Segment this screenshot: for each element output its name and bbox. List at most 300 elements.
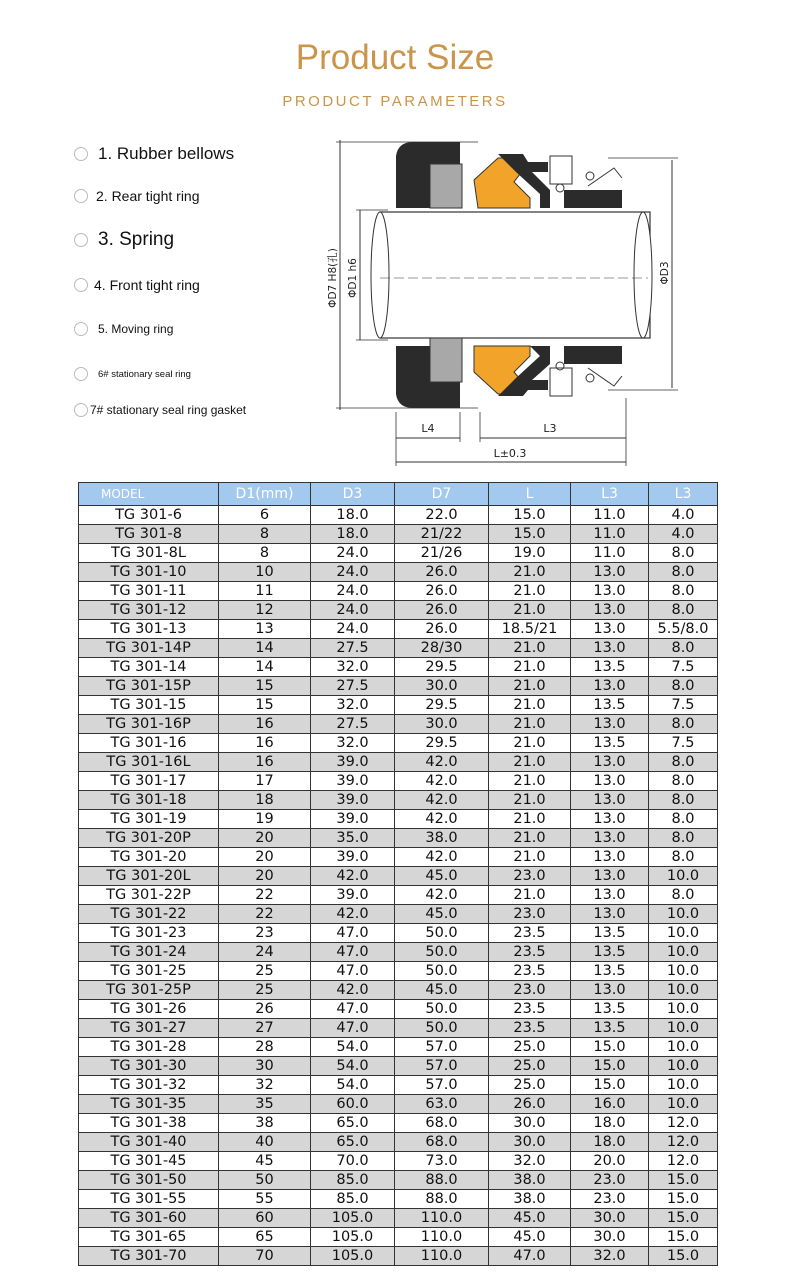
spring-coil-icon (586, 172, 594, 180)
d7-label: ΦD7 H8(孔) (327, 248, 339, 308)
table-cell: 13.0 (571, 677, 649, 696)
table-cell: 21.0 (489, 715, 571, 734)
table-row (79, 1000, 718, 1019)
part-item-stationary-seal-ring-gasket[interactable] (74, 403, 246, 417)
table-cell: 13.5 (571, 924, 649, 943)
table-cell: 21.0 (489, 601, 571, 620)
table-cell: 45.0 (489, 1209, 571, 1228)
table-cell: 21.0 (489, 886, 571, 905)
table-cell: 15.0 (649, 1190, 718, 1209)
table-cell: 8 (219, 525, 311, 544)
table-row (79, 734, 718, 753)
table-cell: 21/22 (395, 525, 489, 544)
table-cell: 47.0 (311, 943, 395, 962)
table-cell: 23.5 (489, 924, 571, 943)
table-cell: 24 (219, 943, 311, 962)
table-cell: 30.0 (489, 1114, 571, 1133)
table-cell: TG 301-8L (79, 544, 219, 563)
table-cell: TG 301-40 (79, 1133, 219, 1152)
table-cell: 15.0 (571, 1057, 649, 1076)
table-cell: 18 (219, 791, 311, 810)
rear-tight-ring-top (550, 156, 572, 184)
table-cell: 38 (219, 1114, 311, 1133)
table-cell: 35.0 (311, 829, 395, 848)
part-label: 5. Moving ring (98, 322, 174, 336)
table-cell: TG 301-32 (79, 1076, 219, 1095)
table-cell: 38.0 (489, 1171, 571, 1190)
table-row (79, 658, 718, 677)
table-cell: 47.0 (311, 1000, 395, 1019)
table-cell: TG 301-13 (79, 620, 219, 639)
table-cell: 39.0 (311, 753, 395, 772)
table-cell: 15.0 (649, 1209, 718, 1228)
table-cell: 21.0 (489, 582, 571, 601)
table-cell: 30.0 (571, 1228, 649, 1247)
table-cell: 23.5 (489, 943, 571, 962)
part-item-rubber-bellows[interactable] (74, 144, 234, 164)
page-subtitle: PRODUCT PARAMETERS (282, 93, 508, 110)
table-cell: 10.0 (649, 1076, 718, 1095)
table-header-row (79, 483, 718, 506)
table-cell: 24.0 (311, 544, 395, 563)
table-cell: 26.0 (395, 601, 489, 620)
part-item-stationary-seal-ring[interactable] (74, 367, 191, 381)
table-cell: 10.0 (649, 867, 718, 886)
table-cell: TG 301-14P (79, 639, 219, 658)
table-cell: TG 301-27 (79, 1019, 219, 1038)
table-cell: 15.0 (571, 1076, 649, 1095)
table-cell: 57.0 (395, 1057, 489, 1076)
table-cell: 47.0 (489, 1247, 571, 1266)
table-cell: 27.5 (311, 715, 395, 734)
table-cell: 7.5 (649, 696, 718, 715)
table-cell: 30 (219, 1057, 311, 1076)
spring-coil-icon (556, 362, 564, 370)
table-row (79, 506, 718, 525)
table-cell: 105.0 (311, 1228, 395, 1247)
table-cell: 15.0 (649, 1171, 718, 1190)
table-cell: TG 301-70 (79, 1247, 219, 1266)
radio-icon[interactable] (74, 322, 88, 336)
table-body (79, 506, 718, 1266)
table-cell: 10.0 (649, 905, 718, 924)
table-row (79, 810, 718, 829)
radio-icon[interactable] (74, 147, 88, 161)
table-cell: 25.0 (489, 1038, 571, 1057)
table-cell: 8.0 (649, 848, 718, 867)
table-cell: 13.0 (571, 772, 649, 791)
table-cell: TG 301-25P (79, 981, 219, 1000)
d3-label: ΦD3 (659, 261, 671, 285)
table-cell: 8.0 (649, 829, 718, 848)
table-row (79, 791, 718, 810)
table-cell: 65.0 (311, 1133, 395, 1152)
part-label: 4. Front tight ring (94, 277, 200, 293)
table-cell: 54.0 (311, 1057, 395, 1076)
part-label: 2. Rear tight ring (96, 188, 200, 204)
table-cell: TG 301-55 (79, 1190, 219, 1209)
table-cell: TG 301-11 (79, 582, 219, 601)
column-header: D7 (395, 483, 489, 506)
table-cell: TG 301-20 (79, 848, 219, 867)
table-cell: 39.0 (311, 848, 395, 867)
table-cell: 21.0 (489, 734, 571, 753)
table-row (79, 924, 718, 943)
table-cell: TG 301-22P (79, 886, 219, 905)
table-cell: 47.0 (311, 1019, 395, 1038)
table-cell: 42.0 (395, 753, 489, 772)
table-cell: 70.0 (311, 1152, 395, 1171)
table-cell: 21.0 (489, 563, 571, 582)
table-cell: 88.0 (395, 1190, 489, 1209)
page-title: Product Size (295, 38, 495, 77)
table-cell: 38.0 (489, 1190, 571, 1209)
table-cell: 8.0 (649, 810, 718, 829)
table-cell: 13.0 (571, 563, 649, 582)
table-cell: 42.0 (395, 848, 489, 867)
part-item-spring[interactable] (74, 229, 174, 251)
table-cell: 14 (219, 658, 311, 677)
table-cell: 29.5 (395, 696, 489, 715)
table-cell: 13.0 (571, 582, 649, 601)
table-cell: 8.0 (649, 715, 718, 734)
radio-icon[interactable] (74, 367, 88, 381)
table-cell: 22.0 (395, 506, 489, 525)
table-cell: TG 301-16 (79, 734, 219, 753)
table-row (79, 696, 718, 715)
table-cell: 13.0 (571, 810, 649, 829)
table-cell: TG 301-8 (79, 525, 219, 544)
part-item-rear-tight-ring[interactable] (74, 188, 200, 204)
table-cell: 4.0 (649, 525, 718, 544)
table-cell: 25 (219, 962, 311, 981)
table-cell: 6 (219, 506, 311, 525)
table-cell: 8.0 (649, 677, 718, 696)
table-cell: TG 301-25 (79, 962, 219, 981)
table-cell: TG 301-30 (79, 1057, 219, 1076)
table-cell: 85.0 (311, 1190, 395, 1209)
table-cell: TG 301-28 (79, 1038, 219, 1057)
table-cell: 38.0 (395, 829, 489, 848)
table-cell: 88.0 (395, 1171, 489, 1190)
table-cell: 42.0 (311, 981, 395, 1000)
table-cell: 15.0 (489, 525, 571, 544)
part-label: 3. Spring (98, 229, 175, 250)
table-cell: 21.0 (489, 753, 571, 772)
radio-icon[interactable] (74, 403, 88, 417)
table-cell: 13.5 (571, 734, 649, 753)
table-cell: 29.5 (395, 658, 489, 677)
table-cell: 47.0 (311, 924, 395, 943)
table-cell: 13.0 (571, 753, 649, 772)
table-row (79, 867, 718, 886)
table-cell: 13.0 (571, 601, 649, 620)
table-cell: TG 301-65 (79, 1228, 219, 1247)
table-row (79, 886, 718, 905)
radio-icon[interactable] (74, 278, 88, 292)
table-cell: TG 301-50 (79, 1171, 219, 1190)
table-cell: 85.0 (311, 1171, 395, 1190)
table-cell: 23.0 (571, 1190, 649, 1209)
table-cell: 16.0 (571, 1095, 649, 1114)
table-row (79, 544, 718, 563)
table-row (79, 1076, 718, 1095)
table-cell: 60.0 (311, 1095, 395, 1114)
table-cell: 18.0 (311, 506, 395, 525)
table-cell: 25.0 (489, 1076, 571, 1095)
table-cell: 45 (219, 1152, 311, 1171)
table-cell: 63.0 (395, 1095, 489, 1114)
table-cell: 21.0 (489, 848, 571, 867)
table-cell: 10.0 (649, 924, 718, 943)
table-cell: 13.0 (571, 867, 649, 886)
column-header: L3 (649, 483, 718, 506)
table-cell: 16 (219, 715, 311, 734)
table-cell: 20 (219, 829, 311, 848)
table-cell: 42.0 (395, 810, 489, 829)
table-cell: TG 301-60 (79, 1209, 219, 1228)
column-header: D3 (311, 483, 395, 506)
table-row (79, 943, 718, 962)
table-cell: 23 (219, 924, 311, 943)
table-cell: 13.0 (571, 639, 649, 658)
table-cell: 39.0 (311, 791, 395, 810)
table-cell: TG 301-16L (79, 753, 219, 772)
table-cell: 13 (219, 620, 311, 639)
table-cell: TG 301-24 (79, 943, 219, 962)
table-cell: 7.5 (649, 734, 718, 753)
radio-icon[interactable] (74, 233, 88, 247)
table-cell: 32.0 (311, 658, 395, 677)
table-cell: 57.0 (395, 1038, 489, 1057)
table-cell: 16 (219, 753, 311, 772)
table-cell: 23.5 (489, 1019, 571, 1038)
table-cell: TG 301-6 (79, 506, 219, 525)
table-cell: 30.0 (489, 1133, 571, 1152)
table-cell: 13.0 (571, 848, 649, 867)
table-cell: TG 301-20P (79, 829, 219, 848)
table-cell: 30.0 (395, 715, 489, 734)
table-cell: TG 301-17 (79, 772, 219, 791)
table-cell: 13.5 (571, 696, 649, 715)
table-cell: 68.0 (395, 1133, 489, 1152)
table-cell: 110.0 (395, 1209, 489, 1228)
table-cell: 4.0 (649, 506, 718, 525)
table-row (79, 1209, 718, 1228)
table-cell: 21.0 (489, 772, 571, 791)
table-cell: 19 (219, 810, 311, 829)
table-cell: 27.5 (311, 677, 395, 696)
part-item-moving-ring[interactable] (74, 322, 173, 336)
table-cell: 40 (219, 1133, 311, 1152)
part-item-front-tight-ring[interactable] (74, 277, 200, 293)
table-row (79, 582, 718, 601)
table-cell: 22 (219, 886, 311, 905)
table-cell: 42.0 (395, 772, 489, 791)
table-row (79, 715, 718, 734)
table-cell: 15.0 (571, 1038, 649, 1057)
table-cell: 7.5 (649, 658, 718, 677)
table-cell: 18.0 (311, 525, 395, 544)
table-cell: 13.5 (571, 943, 649, 962)
table-cell: 73.0 (395, 1152, 489, 1171)
table-cell: 8.0 (649, 544, 718, 563)
table-row (79, 677, 718, 696)
table-cell: TG 301-15 (79, 696, 219, 715)
front-tight-ring-top (564, 190, 622, 208)
table-cell: 50 (219, 1171, 311, 1190)
table-cell: TG 301-12 (79, 601, 219, 620)
table-row (79, 1247, 718, 1266)
table-row (79, 772, 718, 791)
table-cell: TG 301-10 (79, 563, 219, 582)
table-cell: 50.0 (395, 924, 489, 943)
table-cell: 42.0 (311, 867, 395, 886)
table-cell: 8.0 (649, 582, 718, 601)
table-cell: 10.0 (649, 981, 718, 1000)
table-row (79, 1114, 718, 1133)
table-row (79, 1095, 718, 1114)
table-cell: 8.0 (649, 791, 718, 810)
table-cell: 110.0 (395, 1228, 489, 1247)
table-cell: 110.0 (395, 1247, 489, 1266)
table-cell: 105.0 (311, 1247, 395, 1266)
table-cell: 26 (219, 1000, 311, 1019)
table-cell: 24.0 (311, 582, 395, 601)
table-row (79, 905, 718, 924)
table-row (79, 1057, 718, 1076)
table-cell: 20 (219, 867, 311, 886)
table-cell: 23.0 (489, 981, 571, 1000)
table-cell: 26.0 (395, 563, 489, 582)
table-cell: 13.0 (571, 620, 649, 639)
table-row (79, 848, 718, 867)
table-cell: 8.0 (649, 601, 718, 620)
table-row (79, 639, 718, 658)
table-cell: 13.0 (571, 791, 649, 810)
table-cell: TG 301-14 (79, 658, 219, 677)
table-cell: 11.0 (571, 544, 649, 563)
part-label: 6# stationary seal ring (98, 368, 191, 380)
part-label: 7# stationary seal ring gasket (90, 403, 247, 417)
table-cell: 28/30 (395, 639, 489, 658)
front-tight-ring-bottom (564, 346, 622, 364)
table-cell: 13.0 (571, 905, 649, 924)
table-row (79, 1190, 718, 1209)
table-cell: 5.5/8.0 (649, 620, 718, 639)
table-cell: 12.0 (649, 1152, 718, 1171)
table-row (79, 563, 718, 582)
table-cell: 22 (219, 905, 311, 924)
table-cell: 16 (219, 734, 311, 753)
spec-table (78, 482, 718, 1266)
radio-icon[interactable] (74, 189, 88, 203)
l4-label: L4 (421, 422, 435, 435)
table-cell: 68.0 (395, 1114, 489, 1133)
table-cell: 24.0 (311, 601, 395, 620)
table-cell: 10.0 (649, 962, 718, 981)
table-cell: 13.5 (571, 1019, 649, 1038)
table-cell: 50.0 (395, 1000, 489, 1019)
table-row (79, 1019, 718, 1038)
table-row (79, 1171, 718, 1190)
table-cell: 23.0 (489, 905, 571, 924)
table-cell: 54.0 (311, 1038, 395, 1057)
table-cell: 10 (219, 563, 311, 582)
table-cell: TG 301-26 (79, 1000, 219, 1019)
table-cell: 13.0 (571, 886, 649, 905)
d1-label: ΦD1 h6 (347, 258, 359, 298)
table-cell: 26.0 (489, 1095, 571, 1114)
table-cell: 24.0 (311, 620, 395, 639)
column-header: D1(mm) (219, 483, 311, 506)
stationary-seal-ring-bottom (430, 338, 462, 382)
column-header: L3 (571, 483, 649, 506)
table-cell: 65.0 (311, 1114, 395, 1133)
table-row (79, 620, 718, 639)
table-cell: TG 301-45 (79, 1152, 219, 1171)
table-row (79, 601, 718, 620)
table-cell: 15 (219, 677, 311, 696)
table-cell: 19.0 (489, 544, 571, 563)
table-cell: TG 301-19 (79, 810, 219, 829)
table-cell: 14 (219, 639, 311, 658)
table-cell: 23.0 (571, 1171, 649, 1190)
table-cell: 23.0 (489, 867, 571, 886)
table-cell: 32.0 (489, 1152, 571, 1171)
table-cell: TG 301-38 (79, 1114, 219, 1133)
table-cell: 8 (219, 544, 311, 563)
table-cell: 21.0 (489, 810, 571, 829)
table-row (79, 981, 718, 1000)
table-row (79, 1152, 718, 1171)
table-row (79, 1038, 718, 1057)
table-cell: 8.0 (649, 753, 718, 772)
table-cell: TG 301-16P (79, 715, 219, 734)
table-row (79, 753, 718, 772)
table-cell: 47.0 (311, 962, 395, 981)
table-cell: 21.0 (489, 639, 571, 658)
shaft (380, 212, 650, 338)
table-cell: 8.0 (649, 639, 718, 658)
table-cell: 42.0 (395, 886, 489, 905)
table-cell: 39.0 (311, 810, 395, 829)
table-cell: 55 (219, 1190, 311, 1209)
table-row (79, 829, 718, 848)
table-cell: 23.5 (489, 1000, 571, 1019)
table-cell: 105.0 (311, 1209, 395, 1228)
table-cell: 26.0 (395, 620, 489, 639)
table-cell: TG 301-20L (79, 867, 219, 886)
table-cell: 39.0 (311, 886, 395, 905)
column-header: L (489, 483, 571, 506)
table-cell: 20 (219, 848, 311, 867)
table-cell: 13.0 (571, 715, 649, 734)
table-cell: 13.0 (571, 981, 649, 1000)
table-cell: 32.0 (571, 1247, 649, 1266)
table-cell: 54.0 (311, 1076, 395, 1095)
table-cell: TG 301-35 (79, 1095, 219, 1114)
table-cell: 10.0 (649, 1057, 718, 1076)
table-cell: 21.0 (489, 696, 571, 715)
table-cell: 35 (219, 1095, 311, 1114)
table-cell: 29.5 (395, 734, 489, 753)
table-cell: 45.0 (395, 867, 489, 886)
table-cell: 8.0 (649, 886, 718, 905)
spring-coil-icon (556, 184, 564, 192)
table-cell: 70 (219, 1247, 311, 1266)
table-row (79, 1133, 718, 1152)
